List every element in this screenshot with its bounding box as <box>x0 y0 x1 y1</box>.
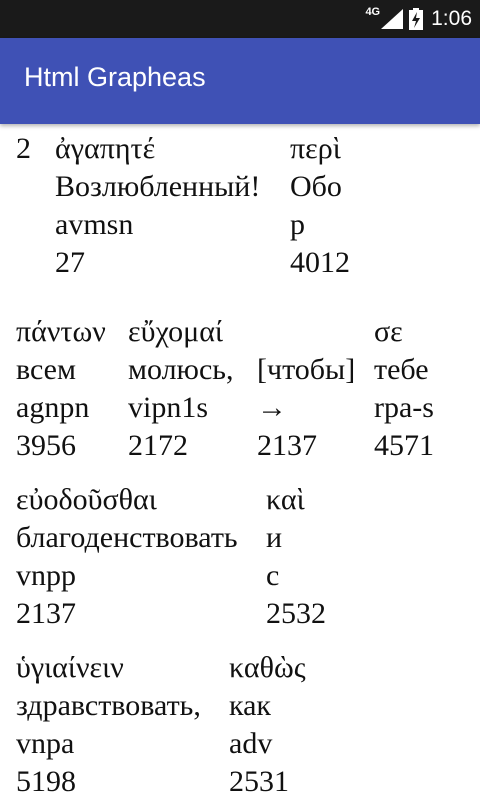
greek-word: εὐοδοῦσθαι <box>16 483 157 516</box>
greek-word: περὶ <box>290 132 341 165</box>
word-block[interactable] <box>16 649 201 800</box>
greek-word: σε <box>374 315 403 348</box>
russian-translation: благоденствовать <box>16 521 238 554</box>
morphology-code: agnpn <box>16 391 90 424</box>
strong-number: 4012 <box>290 246 350 279</box>
app-bar <box>0 38 480 124</box>
russian-translation: [чтобы] <box>257 353 356 386</box>
strong-number: 4571 <box>374 429 434 462</box>
morphology-code: rpa-s <box>374 391 434 424</box>
strong-number: 2137 <box>16 597 76 630</box>
signal-icon <box>381 9 403 29</box>
russian-translation: Возлюбленный! <box>55 170 261 203</box>
strong-number: 5198 <box>16 765 76 798</box>
word-block[interactable] <box>374 313 434 465</box>
status-bar <box>0 0 480 38</box>
app-title: Html Grapheas <box>24 62 206 92</box>
strong-number: 3956 <box>16 429 76 462</box>
status-icons <box>365 0 472 38</box>
word-block[interactable] <box>16 481 238 633</box>
greek-word <box>257 313 355 351</box>
morphology-code: p <box>290 208 305 241</box>
greek-word: ὑγιαίνειν <box>16 651 124 684</box>
morphology-code: → <box>257 391 287 424</box>
morphology-code: vnpp <box>16 559 76 592</box>
clock: 1:06 <box>431 7 472 30</box>
greek-word: ἀγαπητέ <box>55 132 156 165</box>
verse-number: 2 <box>16 132 31 165</box>
morphology-code: avmsn <box>55 208 134 241</box>
russian-translation: всем <box>16 353 76 386</box>
russian-translation: тебе <box>374 353 429 386</box>
morphology-code: vipn1s <box>128 391 209 424</box>
greek-word: πάντων <box>16 315 106 348</box>
morphology-code: adv <box>229 727 273 760</box>
network-type: 4G <box>365 6 381 18</box>
russian-translation: молюсь, <box>128 353 234 386</box>
strong-number: 2137 <box>257 429 317 462</box>
strong-number: 2532 <box>266 597 326 630</box>
russian-translation: и <box>266 521 283 554</box>
greek-word: καὶ <box>266 483 305 516</box>
word-block[interactable] <box>16 313 106 465</box>
russian-translation: как <box>229 689 272 722</box>
greek-word: εὔχομαί <box>128 315 223 348</box>
interlinear-content <box>0 124 480 800</box>
word-block[interactable] <box>290 130 350 282</box>
word-block[interactable] <box>55 130 260 282</box>
morphology-code: vnpa <box>16 727 75 760</box>
word-block[interactable] <box>128 313 233 465</box>
strong-number: 27 <box>55 246 85 279</box>
word-block[interactable] <box>266 481 326 633</box>
word-block[interactable] <box>257 313 355 465</box>
strong-number: 2172 <box>128 429 188 462</box>
strong-number: 2531 <box>229 765 289 798</box>
russian-translation: здравствовать, <box>16 689 201 722</box>
battery-charging-icon <box>409 8 423 30</box>
russian-translation: Обо <box>290 170 342 203</box>
morphology-code: c <box>266 559 280 592</box>
word-block[interactable] <box>229 649 306 800</box>
greek-word: καθὼς <box>229 651 306 684</box>
